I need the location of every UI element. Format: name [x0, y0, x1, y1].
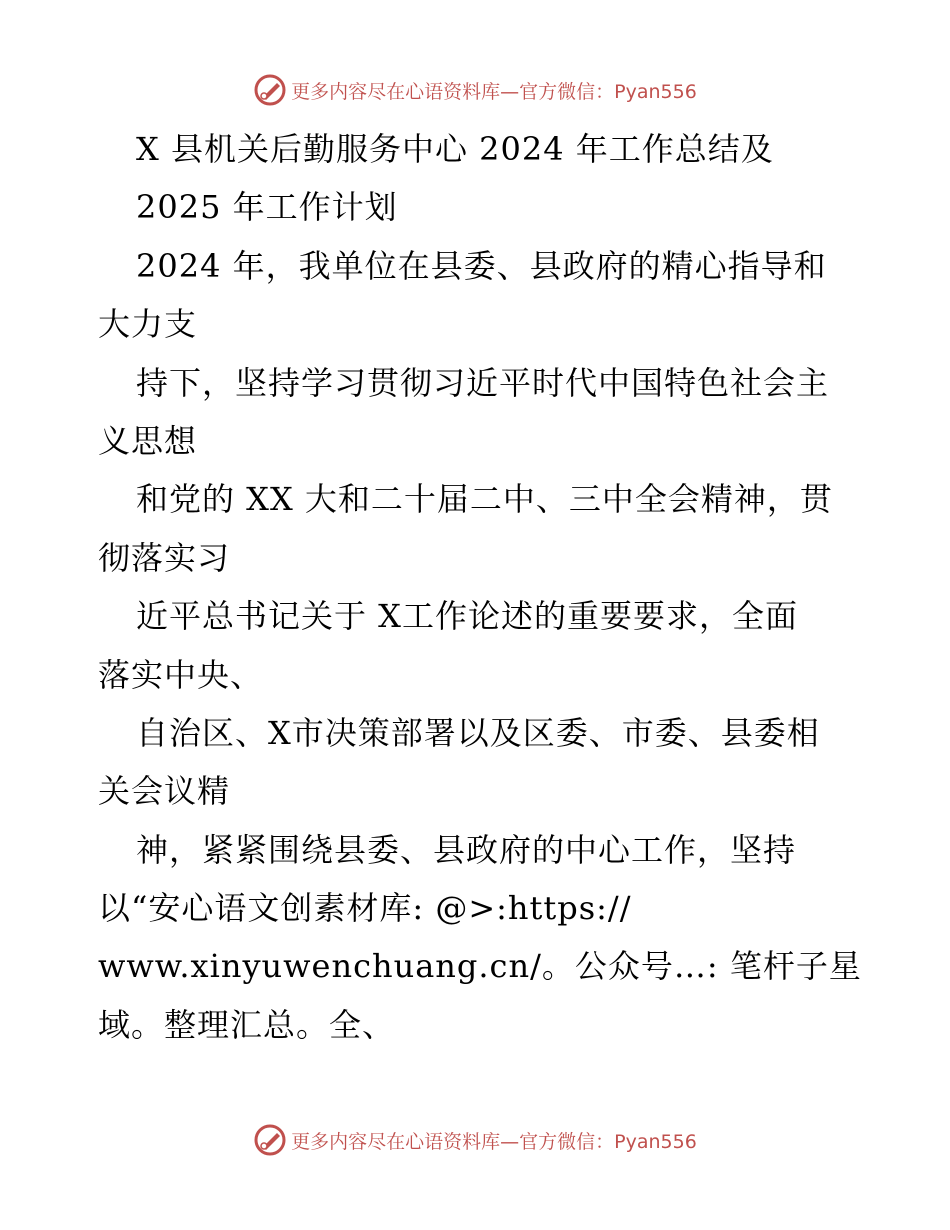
- document-line: 自治区、X市决策部署以及区委、市委、县委相: [136, 713, 820, 752]
- document-line: 神，紧紧围绕县委、县政府的中心工作，坚持: [136, 830, 797, 869]
- document-line: 持下，坚持学习贯彻习近平时代中国特色社会主: [136, 363, 830, 402]
- logo-icon: [253, 73, 287, 107]
- document-line: www.xinyuwenchuang.cn/。公众号…: 笔杆子星: [98, 947, 862, 986]
- header-banner: [0, 70, 950, 110]
- document-line: 关会议精: [98, 772, 231, 811]
- document-line: 2025 年工作计划: [136, 188, 398, 227]
- logo-icon: [253, 1123, 287, 1157]
- footer-banner: [0, 1120, 950, 1160]
- document-line: 和党的 XX 大和二十届二中、三中全会精神，贯: [136, 480, 833, 519]
- document-line: 域。整理汇总。全、: [98, 1005, 396, 1044]
- document-line: 落实中央、: [98, 655, 264, 694]
- document-line: 2024 年，我单位在县委、县政府的精心指导和: [136, 246, 827, 285]
- document-line: 义思想: [98, 421, 198, 460]
- document-line: 彻落实习: [98, 538, 231, 577]
- document-line: 大力支: [98, 305, 198, 344]
- document-body: [98, 120, 862, 1054]
- document-line: 以“安心语文创素材库: @>:https://: [98, 889, 632, 928]
- footer-banner-text: 更多内容尽在心语资料库—官方微信：Pyan556: [291, 1130, 697, 1153]
- header-banner-text: 更多内容尽在心语资料库—官方微信：Pyan556: [291, 80, 697, 103]
- document-line: 近平总书记关于 X工作论述的重要要求，全面: [136, 597, 798, 636]
- document-line: X 县机关后勤服务中心 2024 年工作总结及: [136, 130, 774, 168]
